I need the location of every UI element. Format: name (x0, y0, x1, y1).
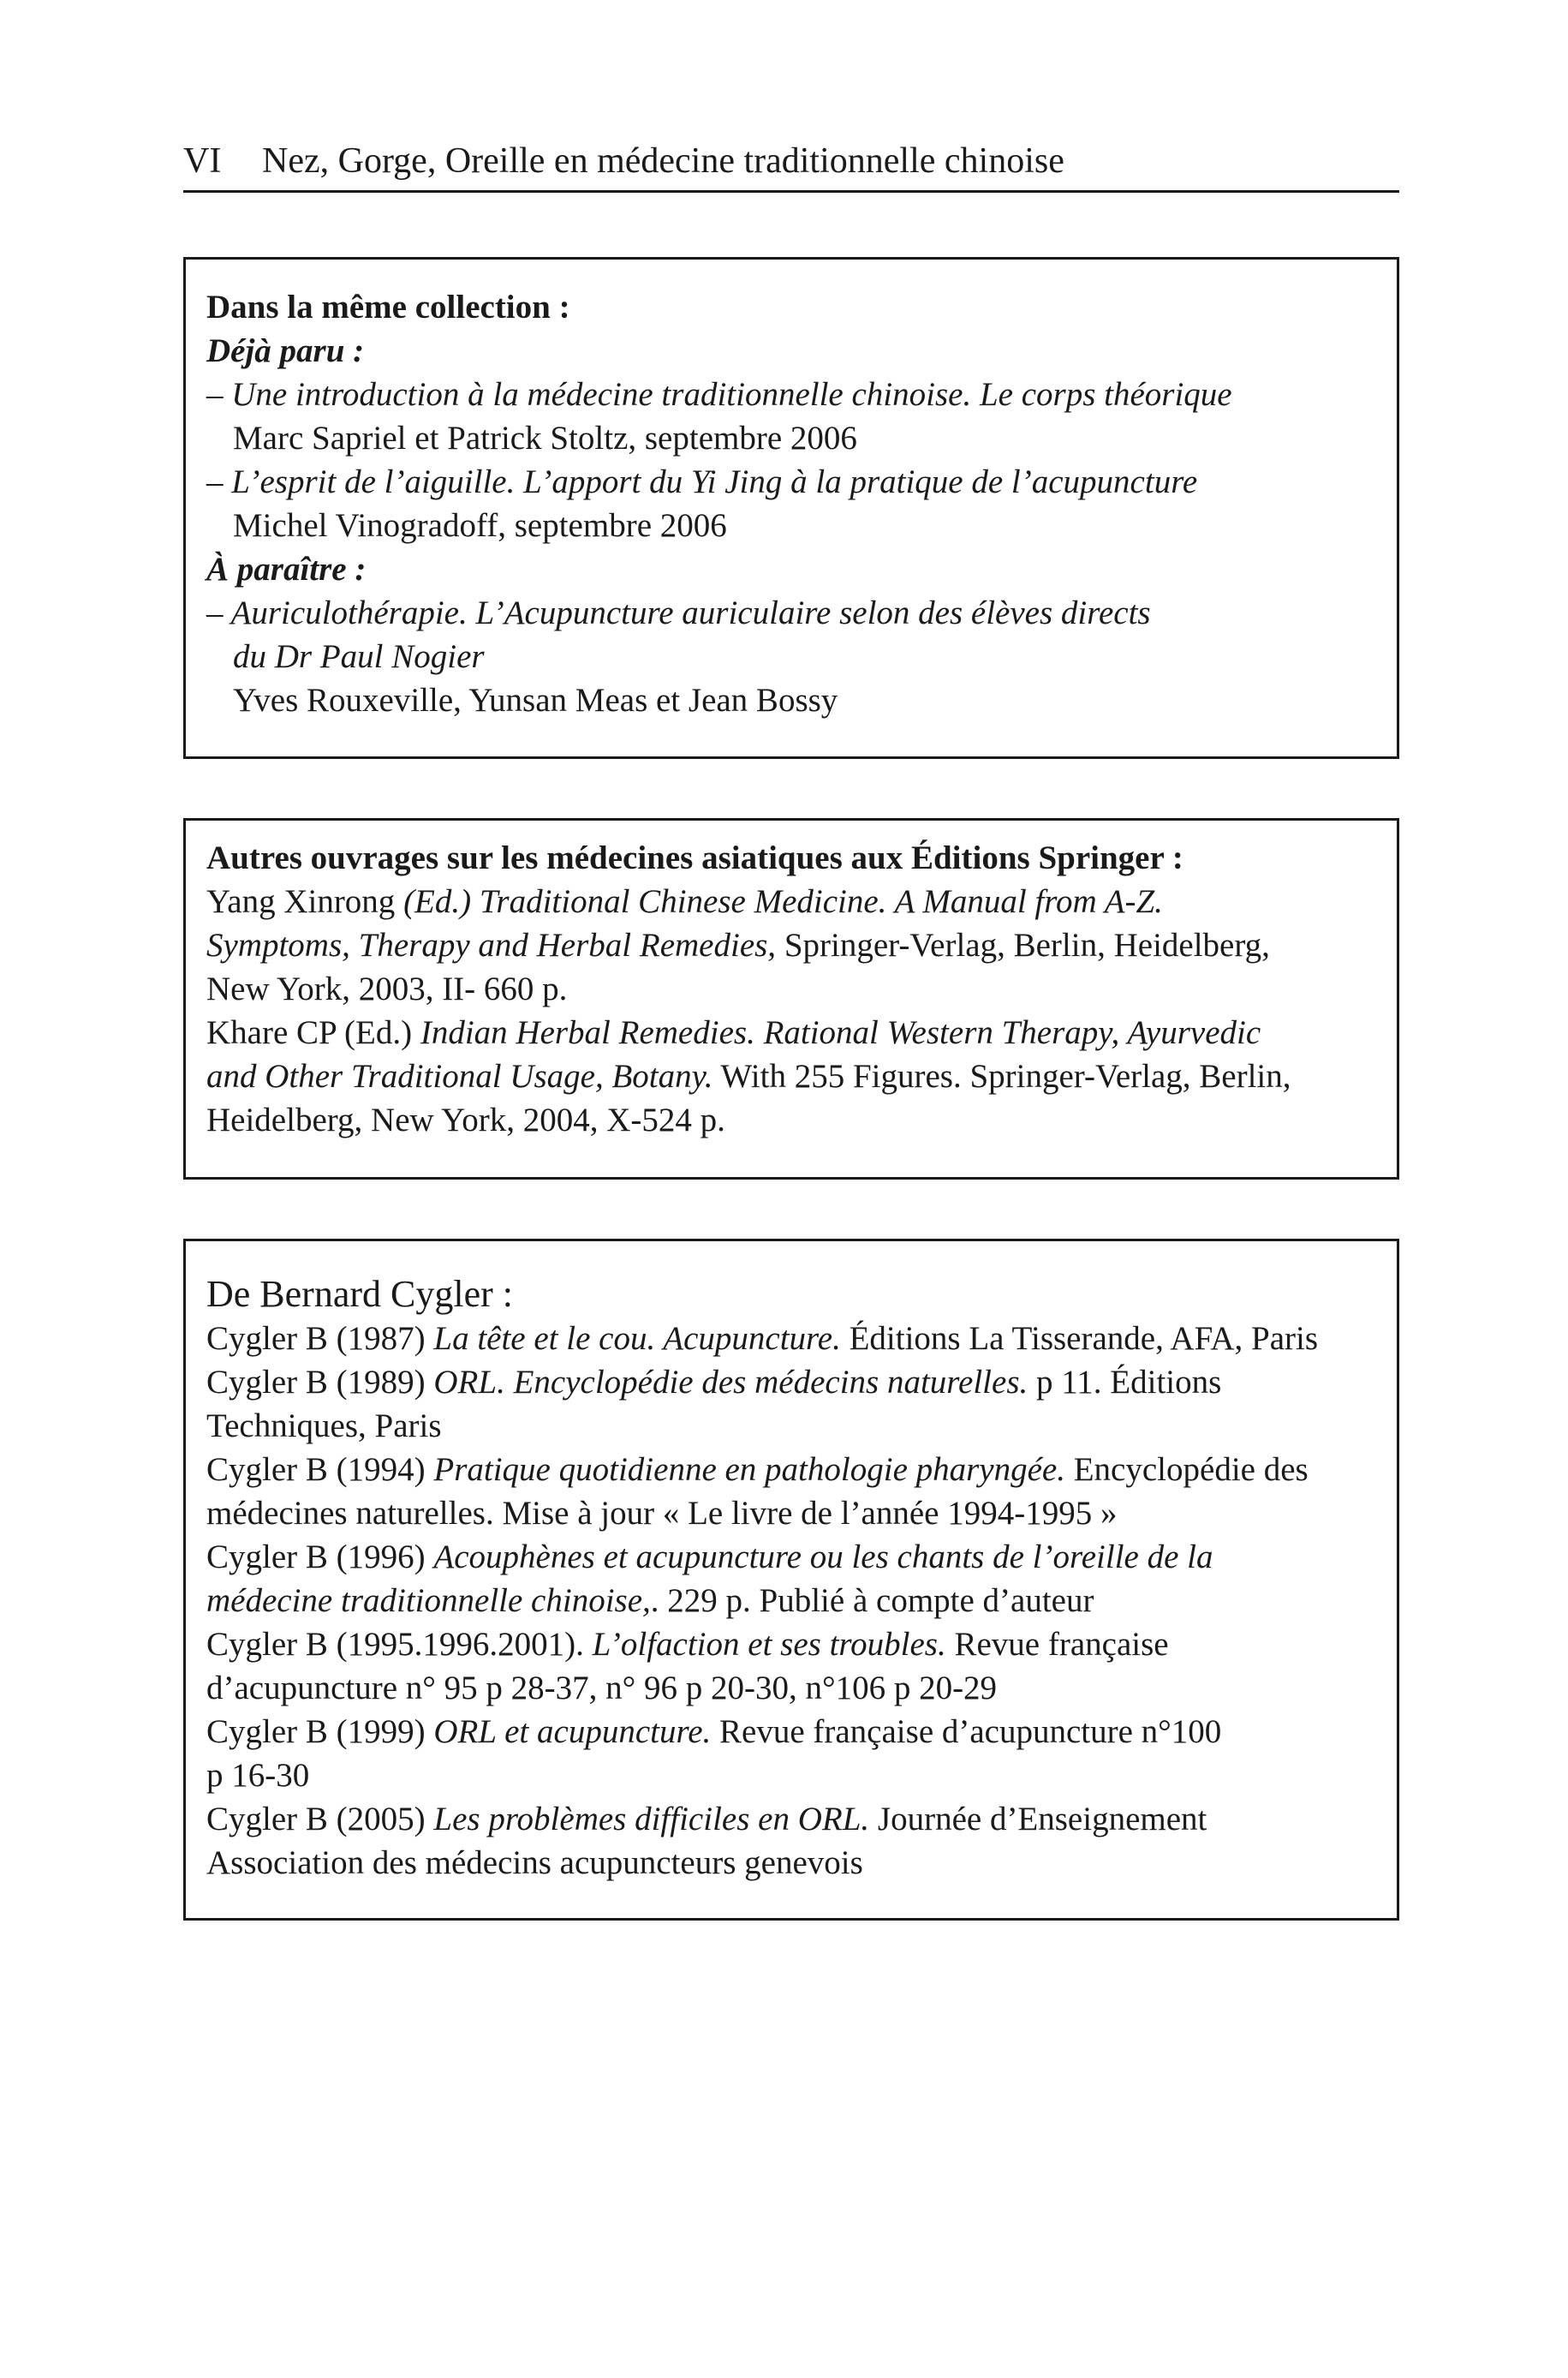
author-heading: De Bernard Cygler : (206, 1273, 513, 1315)
ref-publisher: With 255 Figures. Springer-Verlag, Berlin, (712, 1058, 1291, 1095)
bibliography-entry (206, 1535, 1364, 1579)
bibliography-entry-continued: médecines naturelles. Mise à jour « Le livre de l’année 1994-1995 » (206, 1495, 1118, 1532)
page-folio: VI (183, 141, 222, 181)
ref-author: Yang Xinrong (206, 883, 404, 920)
ref-title: and Other Traditional Usage, Botany. (206, 1058, 713, 1095)
entry-title: Pratique quotidienne en pathologie pharyngée. (433, 1451, 1065, 1488)
entry-publisher: . 229 p. Publié à compte d’auteur (650, 1582, 1094, 1619)
entry-publisher: Revue française (945, 1626, 1169, 1663)
collection-item-authors: Marc Sapriel et Patrick Stoltz, septembre 2006 (233, 420, 857, 457)
collection-item-title: – Auriculothérapie. L’Acupuncture auriculaire selon des élèves directs (206, 594, 1151, 631)
ref-publisher: Springer-Verlag, Berlin, Heidelberg, (776, 927, 1270, 964)
running-head (183, 137, 1399, 193)
collection-item-title: – L’esprit de l’aiguille. L’apport du Yi Jing à la pratique de l’acupuncture (206, 463, 1198, 500)
ref-title: Symptoms, Therapy and Herbal Remedies, (206, 927, 777, 964)
bibliography-entry (206, 1622, 1364, 1666)
bibliography-entry-continued: Association des médecins acupuncteurs genevois (206, 1844, 863, 1881)
entry-author-year: Cygler B (1999) (206, 1713, 434, 1750)
springer-ref-continued: Heidelberg, New York, 2004, X-524 p. (206, 1102, 725, 1138)
forthcoming-label: À paraître : (206, 551, 367, 588)
springer-ref (206, 1011, 1364, 1055)
entry-title: Les problèmes difficiles en ORL. (433, 1801, 870, 1837)
ref-title: Traditional Chinese Medicine. A Manual from A-Z. (479, 883, 1163, 920)
entry-title: Acouphènes et acupuncture ou les chants de l’oreille de la (433, 1539, 1213, 1575)
collection-item-title: – Une introduction à la médecine traditionnelle chinoise. Le corps théorique (206, 376, 1232, 413)
ref-title: Indian Herbal Remedies. Rational Western Therapy, Ayurvedic (420, 1014, 1261, 1051)
entry-title: L’olfaction et ses troubles. (592, 1626, 946, 1663)
entry-title: ORL. Encyclopédie des médecins naturelles. (433, 1364, 1028, 1401)
entry-author-year: Cygler B (1996) (206, 1539, 434, 1575)
bibliography-entry-continued: d’acupuncture n° 95 p 28-37, n° 96 p 20-30, n°106 p 20-29 (206, 1670, 998, 1706)
entry-publisher: Encyclopédie des (1064, 1451, 1309, 1488)
collection-box (183, 257, 1399, 759)
collection-item-authors: Yves Rouxeville, Yunsan Meas et Jean Bossy (233, 682, 838, 719)
entry-title: La tête et le cou. Acupuncture. (433, 1320, 841, 1357)
entry-author-year: Cygler B (1989) (206, 1364, 434, 1401)
entry-publisher: p 11. Éditions (1028, 1364, 1222, 1401)
entry-author-year: Cygler B (2005) (206, 1801, 434, 1837)
springer-ref (206, 880, 1364, 923)
springer-ref-continued (206, 923, 1364, 967)
springer-heading: Autres ouvrages sur les médecines asiatiques aux Éditions Springer : (206, 839, 1183, 876)
running-title: Nez, Gorge, Oreille en médecine traditionnelle chinoise (262, 141, 1064, 181)
ref-author: Khare CP (Ed.) (206, 1014, 420, 1051)
entry-author-year: Cygler B (1995.1996.2001). (206, 1626, 593, 1663)
springer-ref-continued (206, 1055, 1364, 1098)
bibliography-entry (206, 1448, 1364, 1491)
bibliography-entry (206, 1797, 1364, 1841)
entry-publisher: Revue française d’acupuncture n°100 (711, 1713, 1222, 1750)
entry-author-year: Cygler B (1994) (206, 1451, 434, 1488)
bibliography-entry (206, 1317, 1364, 1360)
collection-item-authors: Michel Vinogradoff, septembre 2006 (233, 507, 727, 544)
entry-title: médecine traditionnelle chinoise, (206, 1582, 651, 1619)
springer-ref-continued: New York, 2003, II- 660 p. (206, 971, 568, 1007)
entry-title: ORL et acupuncture. (433, 1713, 712, 1750)
bibliography-entry (206, 1360, 1364, 1404)
bibliography-entry-continued: p 16-30 (206, 1757, 310, 1794)
collection-heading: Dans la même collection : (206, 289, 570, 326)
entry-author-year: Cygler B (1987) (206, 1320, 434, 1357)
ref-editor: (Ed.) (403, 883, 480, 920)
collection-item-title-continued: du Dr Paul Nogier (233, 638, 485, 675)
published-label: Déjà paru : (206, 332, 365, 369)
springer-box (183, 818, 1399, 1180)
author-box (183, 1239, 1399, 1921)
entry-publisher: Éditions La Tisserande, AFA, Paris (840, 1320, 1319, 1357)
bibliography-entry-continued: Techniques, Paris (206, 1407, 442, 1444)
bibliography-entry-continued (206, 1579, 1364, 1622)
bibliography-entry (206, 1710, 1364, 1754)
entry-publisher: Journée d’Enseignement (869, 1801, 1207, 1837)
